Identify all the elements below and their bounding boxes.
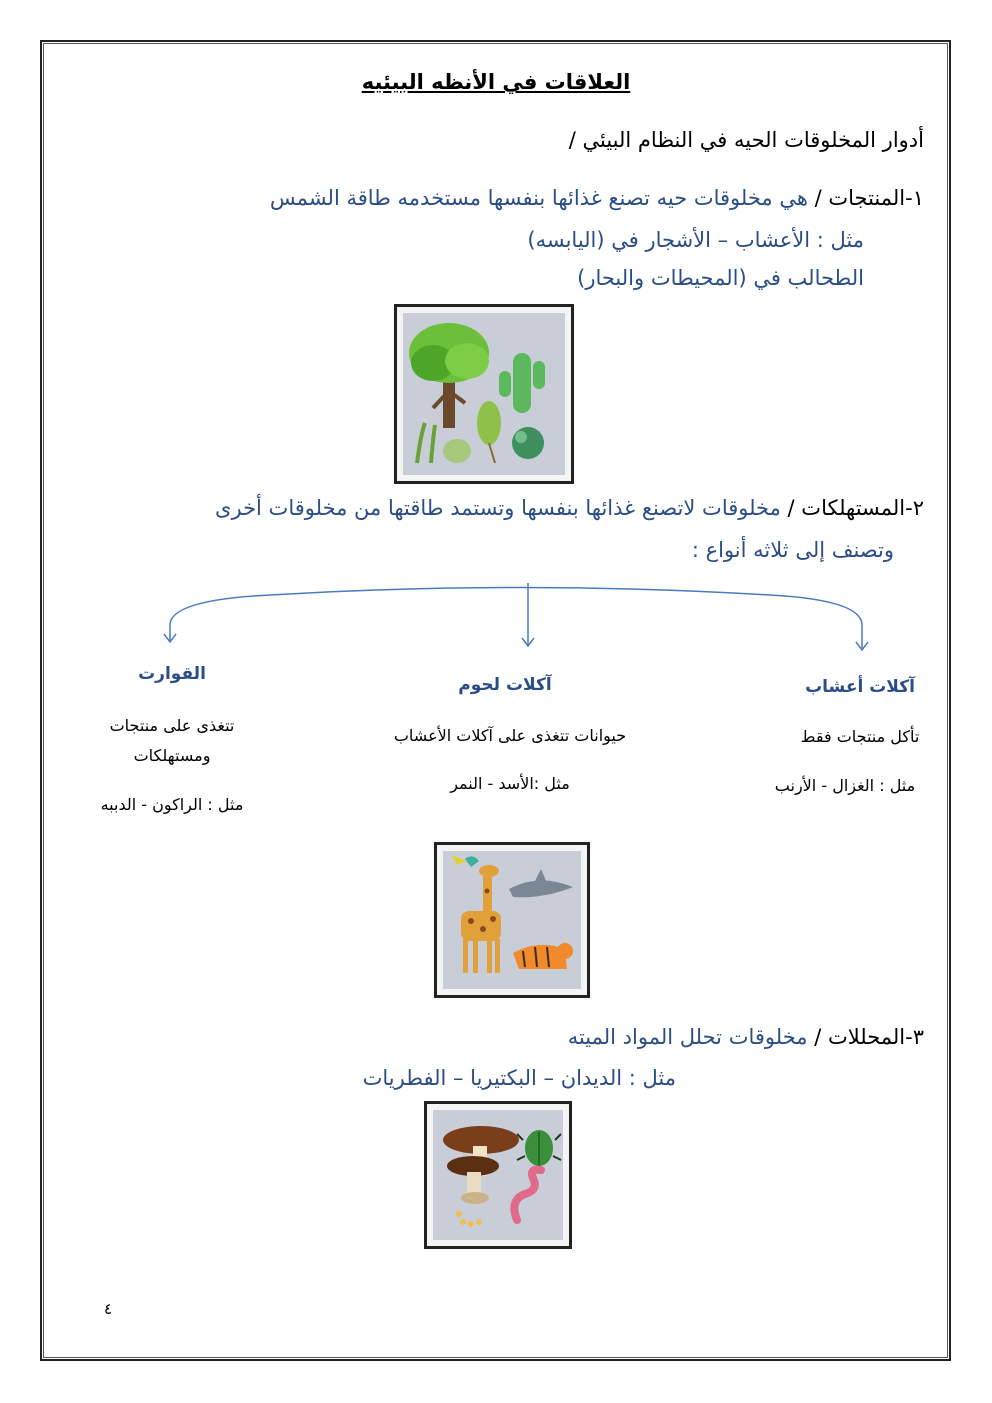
omnivores-example: مثل : الراكون - الدببه — [100, 795, 244, 814]
omnivores-desc-1: تتغذى على منتجات — [109, 716, 235, 735]
classification-arrows — [150, 580, 880, 655]
animals-clipart — [434, 842, 590, 998]
plants-illustration — [403, 313, 565, 475]
carnivores-title: آكلات لحوم — [458, 675, 552, 695]
omnivores-title: القوارت — [138, 664, 206, 684]
herbivores-title: آكلات أعشاب — [805, 677, 915, 697]
producers-example-1: مثل : الأعشاب – الأشجار في (اليابسه) — [527, 228, 864, 252]
page-title: العلاقات في الأنظه البيئيه — [361, 70, 631, 94]
decomposers-definition: مخلوقات تحلل المواد الميته — [567, 1025, 808, 1049]
producers-line — [270, 186, 924, 210]
consumers-definition: مخلوقات لاتصنع غذائها بنفسها وتستمد طاقتها من مخلوقات أخرى — [215, 496, 781, 520]
decomposers-illustration — [433, 1110, 563, 1240]
carnivores-desc: حيوانات تتغذى على آكلات الأعشاب — [393, 726, 627, 745]
herbivores-example: مثل : الغزال - الأرنب — [774, 776, 916, 795]
producers-label: ١-المنتجات / — [814, 186, 924, 210]
plants-clipart — [394, 304, 574, 484]
producers-definition: هي مخلوقات حيه تصنع غذائها بنفسها مستخدمه طاقة الشمس — [269, 186, 808, 210]
consumers-line — [215, 496, 924, 520]
decomposers-example: مثل : الديدان – البكتيريا – الفطريات — [362, 1066, 676, 1090]
decomposers-line — [568, 1025, 924, 1049]
decomposers-label: ٣-المحللات / — [814, 1025, 924, 1049]
producers-example-2: الطحالب في (المحيطات والبحار) — [577, 266, 864, 290]
consumers-label: ٢-المستهلكات / — [787, 496, 924, 520]
intro-heading: أدوار المخلوقات الحيه في النظام البيئي / — [568, 128, 924, 152]
page-number: ٤ — [104, 1300, 113, 1318]
omnivores-desc-2: ومستهلكات — [133, 746, 211, 765]
animals-illustration — [443, 851, 581, 989]
herbivores-desc: تأكل منتجات فقط — [800, 727, 920, 746]
consumers-classify: وتصنف إلى ثلاثه أنواع : — [691, 538, 894, 562]
carnivores-example: مثل :الأسد - النمر — [450, 774, 570, 793]
decomposers-clipart — [424, 1101, 572, 1249]
